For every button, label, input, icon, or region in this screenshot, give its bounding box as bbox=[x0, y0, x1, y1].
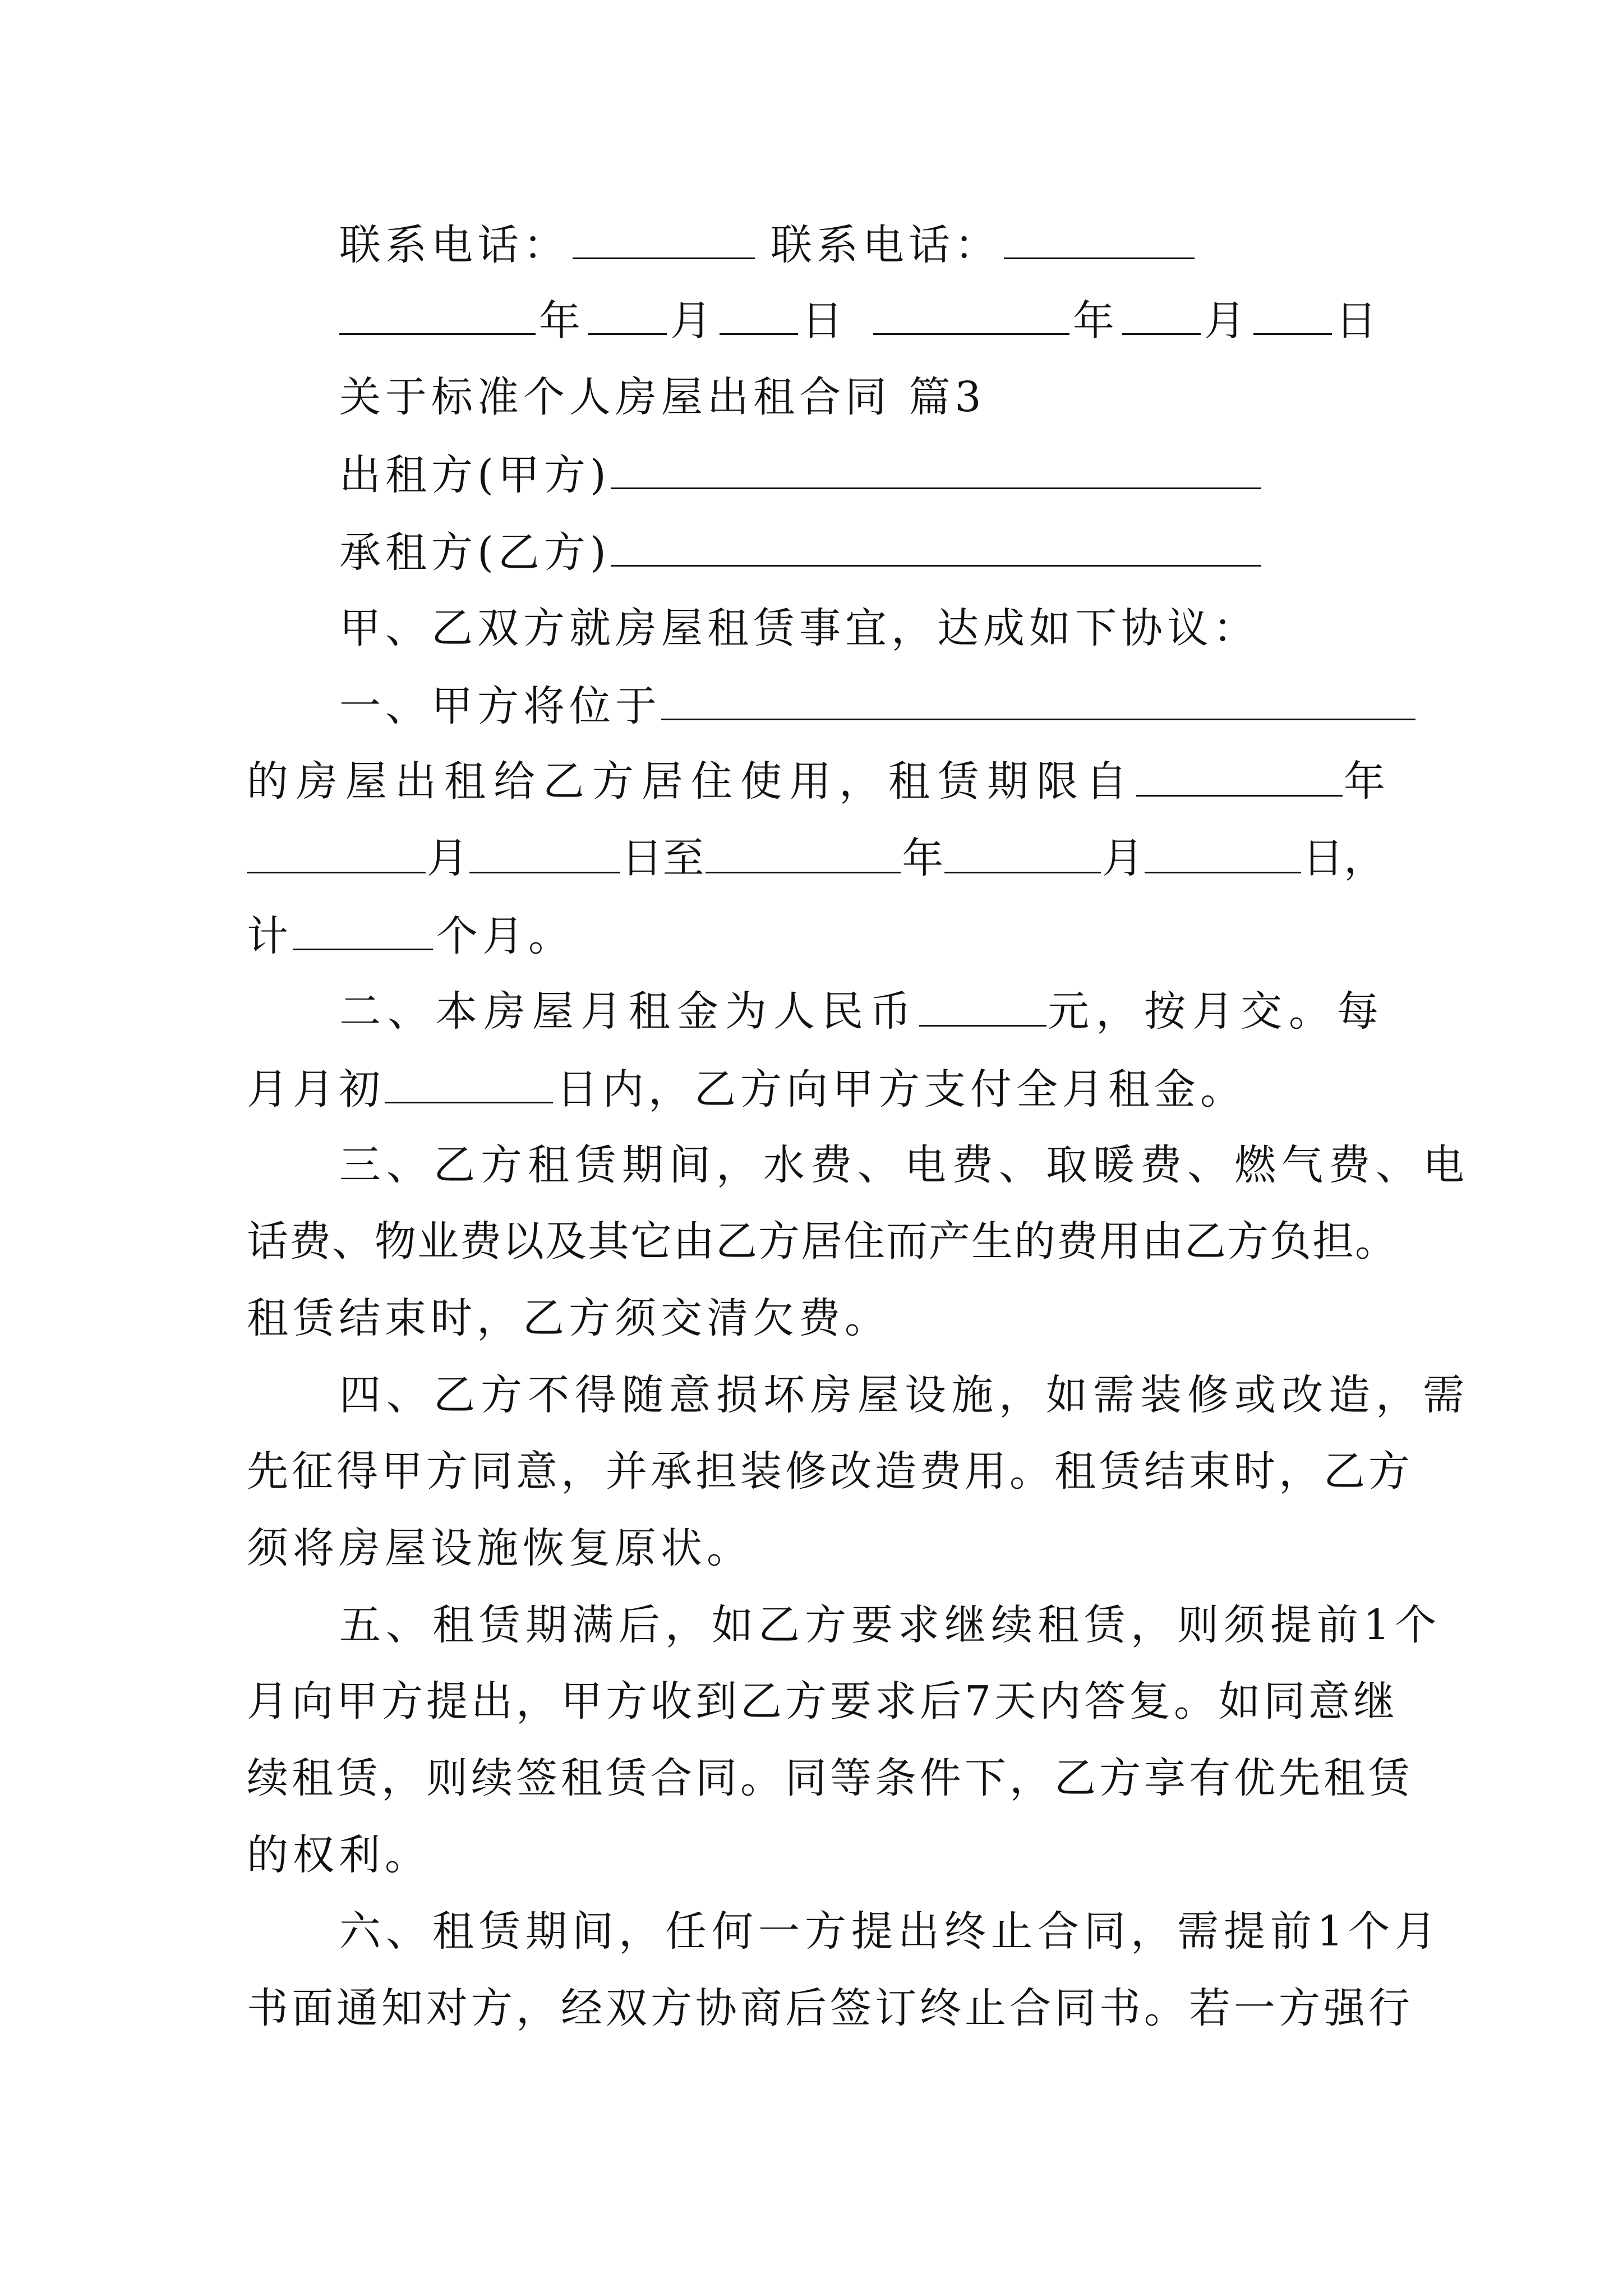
contract-heading: 关于标准个人房屋出租合同 篇3 bbox=[339, 373, 986, 421]
clause4-line3: 须将房屋设施恢复原状。 bbox=[247, 1524, 753, 1572]
lessee-label: 承租方(乙方) bbox=[339, 528, 611, 577]
phone-blank-b bbox=[1004, 216, 1195, 259]
month-label-a: 月 bbox=[670, 297, 716, 345]
date-line bbox=[339, 292, 1385, 348]
year-label-a: 年 bbox=[539, 297, 585, 345]
year-label-b: 年 bbox=[1073, 297, 1119, 345]
phone-line bbox=[339, 216, 1385, 272]
clause3-line3: 租赁结束时，乙方须交清欠费。 bbox=[247, 1294, 891, 1342]
clause3-line2: 话费、物业费以及其它由乙方居住而产生的费用由乙方负担。 bbox=[247, 1217, 1398, 1266]
clause1-count-suffix: 个月。 bbox=[436, 912, 574, 960]
clause2-text3: 月月初 bbox=[247, 1065, 385, 1114]
clause1-year-b: 年 bbox=[902, 834, 944, 882]
rent-amount-blank bbox=[919, 983, 1046, 1027]
clause1-count-prefix: 计 bbox=[247, 912, 293, 960]
day-blank-b bbox=[1253, 292, 1332, 335]
clause4-line2: 先征得甲方同意，并承担装修改造费用。租赁结束时，乙方 bbox=[247, 1447, 1413, 1496]
address-blank bbox=[661, 677, 1415, 720]
clause2-line2 bbox=[247, 1060, 1385, 1116]
intro-paragraph: 甲、乙双方就房屋租赁事宜，达成如下协议： bbox=[339, 604, 1259, 652]
clause6-line1: 六、租赁期间，任何一方提出终止合同，需提前1个月 bbox=[339, 1907, 1442, 1955]
clause4-line1: 四、乙方不得随意损坏房屋设施，如需装修或改造，需 bbox=[339, 1371, 1470, 1419]
lessor-line bbox=[339, 446, 1385, 502]
start-day-blank bbox=[469, 830, 620, 873]
clause5-line2: 月向甲方提出，甲方收到乙方要求后7天内答复。如同意继 bbox=[247, 1677, 1399, 1726]
start-year-blank bbox=[1136, 753, 1343, 797]
clause2-text1: 二、本房屋月租金为人民币 bbox=[339, 987, 918, 1036]
day-label-b: 日 bbox=[1335, 297, 1381, 345]
year-blank-b bbox=[873, 292, 1069, 335]
end-year-blank bbox=[706, 830, 901, 873]
phone-label-b: 联系电话： bbox=[771, 221, 1000, 269]
day-label-a: 日 bbox=[801, 297, 847, 345]
month-blank-b bbox=[1122, 292, 1201, 335]
clause1-line3 bbox=[247, 830, 1385, 886]
clause5-line3: 续租赁，则续签租赁合同。同等条件下，乙方享有优先租赁 bbox=[247, 1754, 1413, 1802]
clause1-line2 bbox=[247, 753, 1385, 809]
clause5-line1: 五、租赁期满后，如乙方要求继续租赁，则须提前1个 bbox=[339, 1601, 1442, 1649]
phone-blank-a bbox=[573, 216, 755, 259]
clause2-line1 bbox=[339, 983, 1385, 1039]
clause1-day-to: 日至 bbox=[621, 834, 704, 882]
clause1-line1 bbox=[339, 677, 1385, 733]
day-blank-a bbox=[720, 292, 798, 335]
end-day-blank bbox=[1145, 830, 1301, 873]
month-blank-a bbox=[588, 292, 667, 335]
lessee-line bbox=[339, 523, 1385, 579]
end-month-blank bbox=[944, 830, 1101, 873]
clause1-year-a: 年 bbox=[1344, 757, 1385, 806]
year-blank-a bbox=[339, 292, 536, 335]
start-month-blank bbox=[247, 830, 426, 873]
lessee-blank bbox=[611, 523, 1261, 567]
clause5-line4: 的权利。 bbox=[247, 1831, 431, 1879]
clause1-month-b: 月 bbox=[1102, 834, 1144, 882]
clause6-line2: 书面通知对方，经双方协商后签订终止合同书。若一方强行 bbox=[247, 1984, 1413, 2032]
clause1-text2: 的房屋出租给乙方居住使用，租赁期限自 bbox=[247, 757, 1135, 806]
clause2-text4: 日内，乙方向甲方支付全月租金。 bbox=[556, 1065, 1246, 1114]
clause1-text1: 一、甲方将位于 bbox=[339, 682, 661, 730]
lessor-blank bbox=[611, 446, 1261, 489]
clause1-month-a: 月 bbox=[426, 834, 468, 882]
month-label-b: 月 bbox=[1204, 297, 1250, 345]
pay-day-blank bbox=[385, 1060, 553, 1103]
clause2-text2: 元，按月交。每 bbox=[1048, 987, 1385, 1036]
month-count-blank bbox=[293, 907, 433, 950]
clause1-line4 bbox=[247, 907, 1385, 963]
clause1-day-end: 日， bbox=[1302, 834, 1385, 882]
phone-label-a: 联系电话： bbox=[339, 221, 569, 269]
lessor-label: 出租方(甲方) bbox=[339, 451, 611, 499]
clause3-line1: 三、乙方租赁期间，水费、电费、取暖费、燃气费、电 bbox=[339, 1141, 1470, 1189]
